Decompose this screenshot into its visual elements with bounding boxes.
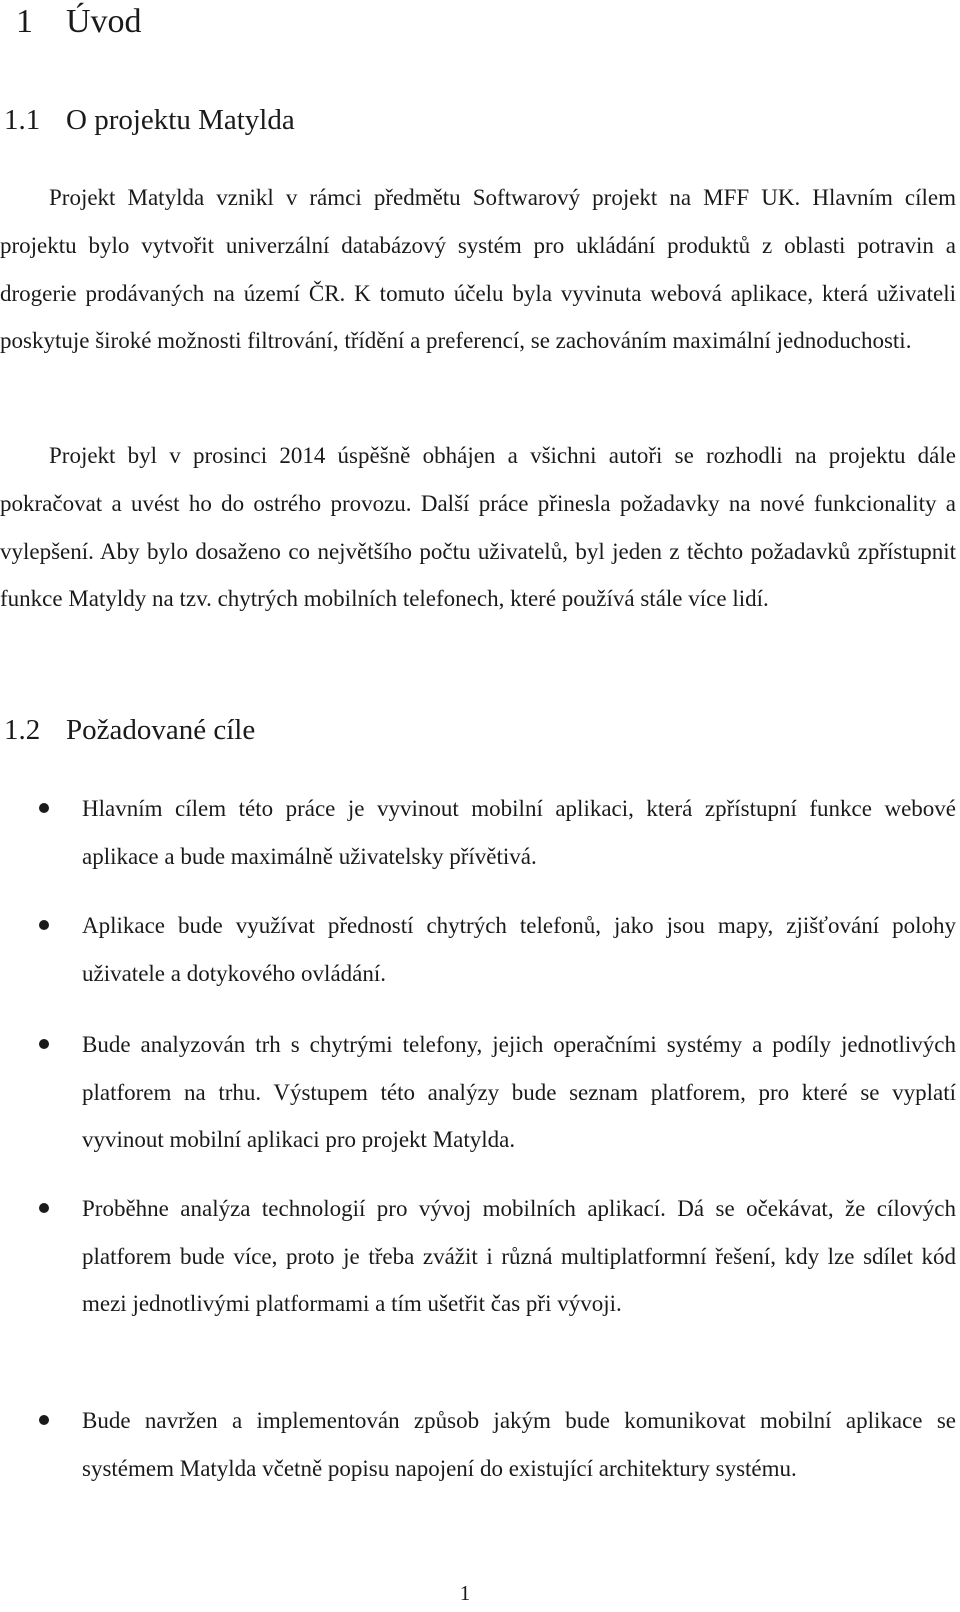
section-title: Požadované cíle xyxy=(66,714,256,746)
bullet-icon xyxy=(39,803,49,813)
chapter-title: Úvod xyxy=(66,3,142,40)
list-item-text: Hlavním cílem této práce je vyvinout mobilní aplikaci, která zpřístupní funkce webové aplikace a bude maximálně uživatelsky přívětivá. xyxy=(82,796,956,869)
list-item-text: Proběhne analýza technologií pro vývoj mobilních aplikací. Dá se očekávat, že cílových platforem bude více, proto je třeba zvážit i různá multiplatformní řešení, kdy lze sdílet kód mezi jednotlivými platformami a tím ušetřit čas při vývoji. xyxy=(82,1196,956,1316)
list-item-text: Aplikace bude využívat předností chytrých telefonů, jako jsou mapy, zjišťování polohy uživatele a dotykového ovládání. xyxy=(82,913,956,986)
list-item-text: Bude analyzován trh s chytrými telefony, jejich operačními systémy a podíly jednotlivých platforem na trhu. Výstupem této analýzy bude seznam platforem, pro které se vyplatí vyvinout mobilní aplikaci pro projekt Matylda. xyxy=(82,1032,956,1152)
bullet-icon xyxy=(39,920,49,930)
bullet-icon xyxy=(39,1203,49,1213)
section-title: O projektu Matylda xyxy=(66,104,295,136)
list-item-text: Bude navržen a implementován způsob jakým bude komunikovat mobilní aplikace se systémem Matylda včetně popisu napojení do existující architektury systému. xyxy=(82,1408,956,1481)
chapter-number: 1 xyxy=(16,3,33,40)
section-number: 1.1 xyxy=(4,104,41,136)
bullet-icon xyxy=(39,1039,49,1049)
chapter-heading xyxy=(16,2,142,42)
section-heading-1-2 xyxy=(4,712,255,748)
page-number: 1 xyxy=(459,1581,471,1605)
paragraph-continuation: Projekt byl v prosinci 2014 úspěšně obhájen a všichni autoři se rozhodli na projektu dále pokračovat a uvést ho do ostrého provozu. Další práce přinesla požadavky na nové funkcionality a vylepšení. Aby bylo dosaženo co největšího počtu uživatelů, byl jeden z těchto požadavků zpřístupnit funkce Matyldy na tzv. chytrých mobilních telefonech, které používá stále více lidí. xyxy=(0,443,956,612)
section-heading-1-1 xyxy=(4,102,295,138)
paragraph-intro: Projekt Matylda vznikl v rámci předmětu Softwarový projekt na MFF UK. Hlavním cílem projektu bylo vytvořit univerzální databázový systém pro ukládání produktů z oblasti potravin a drogerie prodávaných na území ČR. K tomuto účelu byla vyvinuta webová aplikace, která uživateli poskytuje široké možnosti filtrování, třídění a preferencí, se zachováním maximální jednoduchosti. xyxy=(0,185,956,354)
bullet-icon xyxy=(39,1415,49,1425)
section-number: 1.2 xyxy=(4,714,41,746)
